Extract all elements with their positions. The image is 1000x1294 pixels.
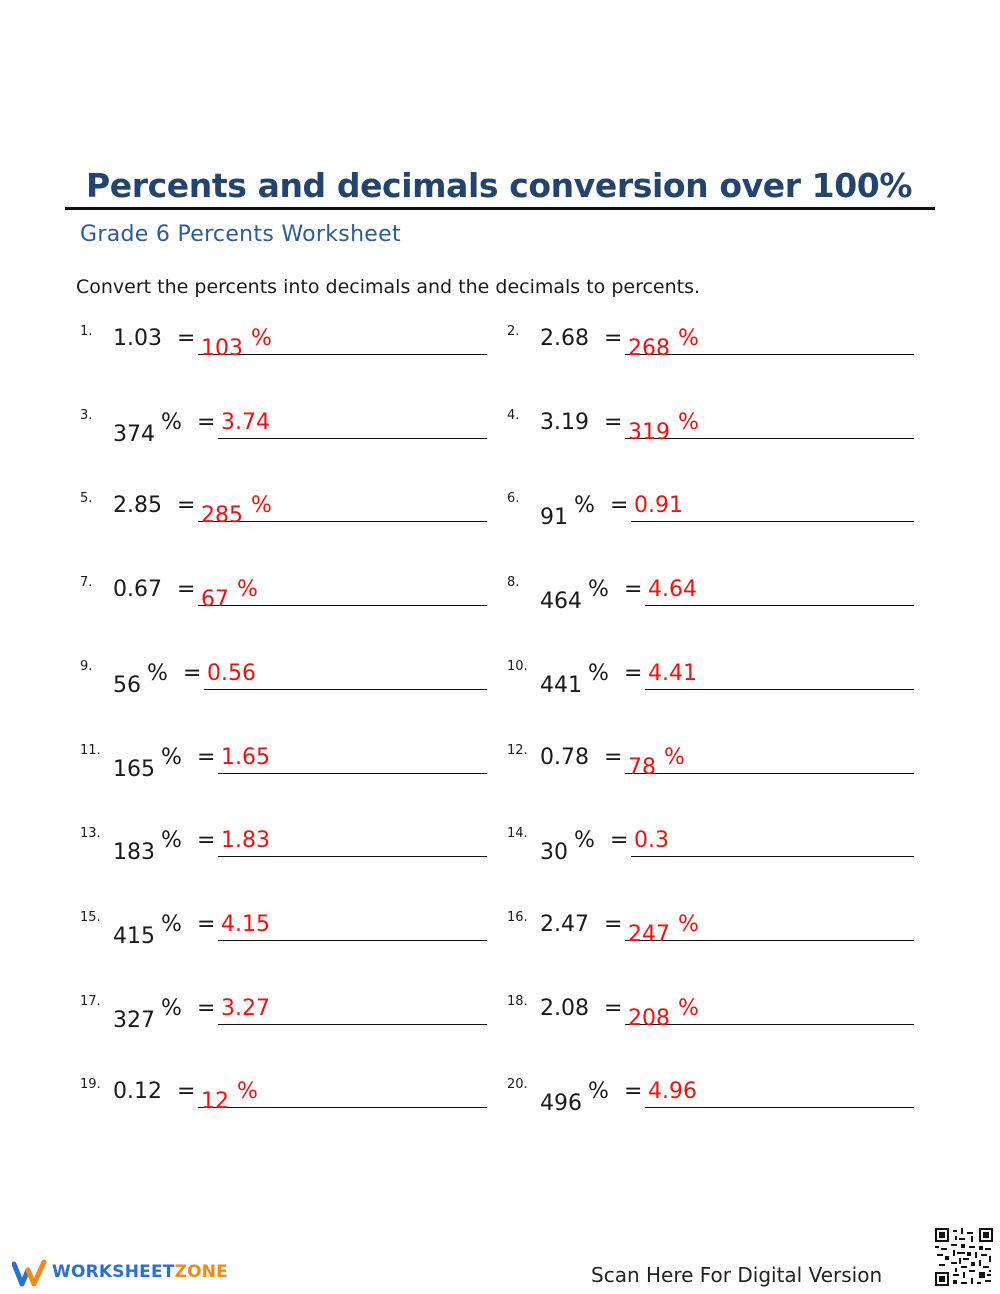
equals-sign: = [197, 996, 216, 1021]
answer-line[interactable] [218, 773, 487, 774]
equals-sign: = [610, 493, 629, 518]
problem-question: 56 [113, 673, 141, 698]
problem-item [507, 1079, 927, 1139]
problem-question: 464 [540, 589, 582, 614]
answer-value: 4.41 [648, 661, 697, 686]
answer-line[interactable] [645, 605, 914, 606]
answer-percent-sign: % [251, 493, 272, 518]
answer-value: 0.56 [207, 661, 256, 686]
answer-value: 12 [201, 1089, 229, 1114]
problem-item [507, 410, 927, 470]
question-percent-sign: % [161, 410, 182, 435]
question-percent-sign: % [147, 661, 168, 686]
problem-number: 11. [80, 743, 101, 758]
problem-number: 3. [80, 408, 93, 423]
equals-sign: = [604, 410, 623, 435]
answer-line[interactable] [218, 856, 487, 857]
problem-number: 13. [80, 826, 101, 841]
page-title: Percents and decimals conversion over 100% [86, 166, 913, 205]
answer-percent-sign: % [237, 577, 258, 602]
answer-line[interactable] [631, 856, 914, 857]
answer-value: 319 [628, 420, 670, 445]
problem-item [507, 912, 927, 972]
answer-line[interactable] [645, 1107, 914, 1108]
answer-value: 1.65 [221, 745, 270, 770]
brand-word-worksheet: WORKSHEET [52, 1262, 175, 1282]
equals-sign: = [624, 661, 643, 686]
problem-number: 18. [507, 994, 528, 1009]
instructions: Convert the percents into decimals and the decimals to percents. [76, 276, 701, 298]
problem-item [80, 996, 500, 1056]
problem-question: 0.67 [113, 577, 162, 602]
problem-number: 1. [80, 324, 93, 339]
equals-sign: = [197, 828, 216, 853]
problem-number: 17. [80, 994, 101, 1009]
equals-sign: = [197, 912, 216, 937]
problem-item [80, 1079, 500, 1139]
qr-code-icon[interactable] [935, 1228, 993, 1286]
problem-item [80, 912, 500, 972]
problem-item [80, 745, 500, 805]
answer-percent-sign: % [678, 326, 699, 351]
answer-line[interactable] [218, 1024, 487, 1025]
problem-question: 3.19 [540, 410, 589, 435]
answer-value: 285 [201, 503, 243, 528]
problem-number: 20. [507, 1077, 528, 1092]
equals-sign: = [610, 828, 629, 853]
problem-item [80, 326, 500, 386]
problem-number: 12. [507, 743, 528, 758]
problem-question: 2.68 [540, 326, 589, 351]
title-divider [65, 207, 935, 210]
problem-question: 2.85 [113, 493, 162, 518]
equals-sign: = [197, 745, 216, 770]
problem-question: 441 [540, 673, 582, 698]
question-percent-sign: % [161, 828, 182, 853]
answer-value: 3.74 [221, 410, 270, 435]
problem-question: 415 [113, 924, 155, 949]
problem-question: 165 [113, 757, 155, 782]
equals-sign: = [177, 326, 196, 351]
answer-value: 0.3 [634, 828, 669, 853]
answer-percent-sign: % [678, 996, 699, 1021]
equals-sign: = [604, 912, 623, 937]
problem-question: 91 [540, 505, 568, 530]
answer-line[interactable] [218, 438, 487, 439]
problem-item [80, 661, 500, 721]
answer-percent-sign: % [251, 326, 272, 351]
problem-number: 19. [80, 1077, 101, 1092]
answer-line[interactable] [218, 940, 487, 941]
question-percent-sign: % [588, 661, 609, 686]
answer-percent-sign: % [678, 410, 699, 435]
problem-question: 0.78 [540, 745, 589, 770]
problem-question: 1.03 [113, 326, 162, 351]
equals-sign: = [604, 745, 623, 770]
answer-value: 208 [628, 1006, 670, 1031]
problem-number: 15. [80, 910, 101, 925]
problem-item [507, 326, 927, 386]
worksheetzone-logo-icon [12, 1258, 48, 1288]
problem-number: 2. [507, 324, 520, 339]
problem-item [80, 493, 500, 553]
answer-line[interactable] [198, 1107, 487, 1108]
answer-value: 0.91 [634, 493, 683, 518]
brand-word-zone: ZONE [174, 1262, 228, 1282]
answer-value: 268 [628, 336, 670, 361]
question-percent-sign: % [161, 996, 182, 1021]
answer-line[interactable] [204, 689, 487, 690]
problem-number: 14. [507, 826, 528, 841]
answer-value: 4.15 [221, 912, 270, 937]
answer-value: 78 [628, 755, 656, 780]
question-percent-sign: % [161, 912, 182, 937]
problem-number: 8. [507, 575, 520, 590]
answer-value: 4.96 [648, 1079, 697, 1104]
answer-value: 67 [201, 587, 229, 612]
problem-item [507, 745, 927, 805]
problem-question: 374 [113, 422, 155, 447]
equals-sign: = [604, 326, 623, 351]
problem-item [507, 661, 927, 721]
problem-question: 183 [113, 840, 155, 865]
question-percent-sign: % [161, 745, 182, 770]
problem-item [80, 577, 500, 637]
scan-caption: Scan Here For Digital Version [591, 1263, 883, 1287]
problem-question: 496 [540, 1091, 582, 1116]
problem-number: 16. [507, 910, 528, 925]
problem-number: 9. [80, 659, 93, 674]
problem-question: 0.12 [113, 1079, 162, 1104]
answer-percent-sign: % [237, 1079, 258, 1104]
answer-value: 1.83 [221, 828, 270, 853]
equals-sign: = [177, 493, 196, 518]
equals-sign: = [177, 1079, 196, 1104]
problem-item [507, 828, 927, 888]
equals-sign: = [604, 996, 623, 1021]
equals-sign: = [624, 1079, 643, 1104]
answer-value: 4.64 [648, 577, 697, 602]
problem-item [80, 410, 500, 470]
problem-question: 2.08 [540, 996, 589, 1021]
problem-number: 6. [507, 491, 520, 506]
question-percent-sign: % [588, 577, 609, 602]
answer-line[interactable] [198, 605, 487, 606]
answer-value: 247 [628, 922, 670, 947]
worksheet-subtitle: Grade 6 Percents Worksheet [80, 222, 401, 247]
problem-number: 10. [507, 659, 528, 674]
problem-item [507, 996, 927, 1056]
answer-percent-sign: % [678, 912, 699, 937]
answer-line[interactable] [625, 773, 914, 774]
problem-number: 5. [80, 491, 93, 506]
problem-item [507, 493, 927, 553]
question-percent-sign: % [574, 828, 595, 853]
question-percent-sign: % [588, 1079, 609, 1104]
equals-sign: = [197, 410, 216, 435]
equals-sign: = [183, 661, 202, 686]
equals-sign: = [177, 577, 196, 602]
problem-number: 4. [507, 408, 520, 423]
problem-item [80, 828, 500, 888]
problem-item [507, 577, 927, 637]
problem-question: 327 [113, 1008, 155, 1033]
answer-value: 103 [201, 336, 243, 361]
equals-sign: = [624, 577, 643, 602]
question-percent-sign: % [574, 493, 595, 518]
answer-line[interactable] [631, 521, 914, 522]
problem-question: 2.47 [540, 912, 589, 937]
answer-percent-sign: % [664, 745, 685, 770]
problem-number: 7. [80, 575, 93, 590]
answer-line[interactable] [645, 689, 914, 690]
answer-value: 3.27 [221, 996, 270, 1021]
brand-name [52, 1262, 228, 1282]
problem-question: 30 [540, 840, 568, 865]
